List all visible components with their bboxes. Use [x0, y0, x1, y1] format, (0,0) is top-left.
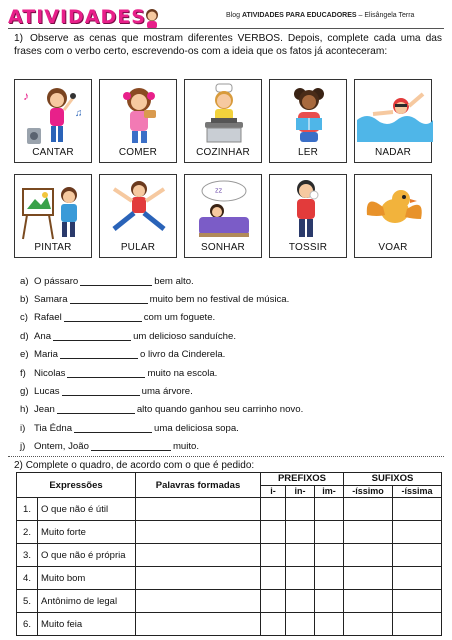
card-label: VOAR: [378, 242, 408, 253]
verb-card-sonhar: [184, 174, 262, 258]
swimming-boy-icon: [355, 80, 433, 150]
row-expression: Antônimo de legal: [38, 590, 136, 613]
header-divider: [8, 28, 444, 29]
sentence-b: b) Samara muito bem no festival de música.: [20, 294, 290, 306]
sentence-g: g) Lucas uma árvore.: [20, 386, 193, 398]
svg-text:ᶻᶻ: ᶻᶻ: [215, 187, 223, 198]
answer-blank[interactable]: [91, 442, 171, 451]
header-formed-words: Palavras formadas: [136, 473, 261, 498]
singing-girl-icon: [15, 80, 93, 150]
table-row: 1. O que não é útil: [17, 498, 442, 521]
verb-card-cozinhar: [184, 79, 262, 163]
svg-text:♫: ♫: [75, 108, 83, 119]
card-label: COMER: [118, 147, 158, 158]
suffix-issimo: -íssimo: [344, 485, 393, 498]
verb-card-pintar: [14, 174, 92, 258]
sentence-c: c) Rafael com um foguete.: [20, 312, 216, 324]
answer-blank[interactable]: [67, 369, 145, 378]
card-label: SONHAR: [201, 242, 245, 253]
sentence-a: a) O pássaro bem alto.: [20, 275, 194, 287]
card-label: CANTAR: [32, 147, 74, 158]
table-row: 4. Muito bom: [17, 567, 442, 590]
answer-blank[interactable]: [64, 313, 142, 322]
section2-instruction: 2) Complete o quadro, de acordo com o que é pedido:: [14, 460, 255, 471]
worksheet-brand-title: ATIVIDADES: [8, 6, 146, 28]
sleeping-girl-icon: [185, 175, 263, 245]
jumping-boy-icon: [100, 175, 178, 245]
sentence-list: [20, 272, 440, 456]
card-label: LER: [297, 147, 319, 158]
section1-instruction: 1) Observe as cenas que mostram diferentes VERBOS. Depois, complete cada uma das frases com o verbo certo, escrevendo-os com a ideia que os fatos já aconteceram:: [14, 33, 442, 57]
answer-blank[interactable]: [57, 405, 135, 414]
row-expression: Muito feia: [38, 613, 136, 636]
card-label: NADAR: [374, 147, 411, 158]
verb-card-comer: [99, 79, 177, 163]
verb-card-ler: [269, 79, 347, 163]
word-formation-table: [16, 472, 442, 636]
header-expressions: Expressões: [17, 473, 136, 498]
table-row: 2. Muito forte: [17, 521, 442, 544]
table-row: 5. Antônimo de legal: [17, 590, 442, 613]
sentence-e: e) Maria o livro da Cinderela.: [20, 349, 226, 361]
prefix-im: im-: [315, 485, 344, 498]
prefix-i: i-: [261, 485, 286, 498]
verb-card-nadar: [354, 79, 432, 163]
header-suffixes: SUFIXOS: [344, 473, 442, 486]
row-expression: O que não é própria: [38, 544, 136, 567]
sentence-f: f) Nicolas muito na escola.: [20, 367, 218, 379]
answer-blank[interactable]: [70, 295, 148, 304]
coughing-boy-icon: [270, 175, 348, 245]
answer-blank[interactable]: [74, 424, 152, 433]
blog-credit: Blog ATIVIDADES PARA EDUCADORES – Elisângela Terra: [226, 12, 415, 19]
answer-blank[interactable]: [53, 332, 131, 341]
flying-bird-icon: [355, 175, 433, 245]
sentence-j: j) Ontem, João muito.: [20, 441, 200, 453]
row-expression: O que não é útil: [38, 498, 136, 521]
formed-word-cell[interactable]: [136, 521, 261, 544]
table-header-row: [17, 473, 442, 486]
suffix-issima: -íssima: [393, 485, 442, 498]
reading-girl-icon: [270, 80, 348, 150]
card-label: PULAR: [120, 242, 156, 253]
prefix-in: in-: [286, 485, 315, 498]
sentence-d: d) Ana um delicioso sanduíche.: [20, 330, 237, 342]
verb-card-voar: [354, 174, 432, 258]
card-label: TOSSIR: [288, 242, 328, 253]
verb-card-pular: [99, 174, 177, 258]
table-row: 3. O que não é própria: [17, 544, 442, 567]
sentence-h: h) Jean alto quando ganhou seu carrinho novo.: [20, 404, 304, 416]
verb-card-cantar: [14, 79, 92, 163]
formed-word-cell[interactable]: [136, 498, 261, 521]
formed-word-cell[interactable]: [136, 613, 261, 636]
answer-blank[interactable]: [62, 387, 140, 396]
table-row: 6. Muito feia: [17, 613, 442, 636]
answer-blank[interactable]: [80, 277, 152, 286]
header-prefixes: PREFIXOS: [261, 473, 344, 486]
girl-mascot-icon: [143, 7, 161, 29]
verb-card-tossir: [269, 174, 347, 258]
svg-text:♪: ♪: [23, 89, 29, 103]
eating-girl-icon: [100, 80, 178, 150]
card-label: PINTAR: [34, 242, 72, 253]
formed-word-cell[interactable]: [136, 567, 261, 590]
row-expression: Muito forte: [38, 521, 136, 544]
card-label: COZINHAR: [196, 147, 250, 158]
answer-blank[interactable]: [60, 350, 138, 359]
sentence-i: i) Tia Édna uma deliciosa sopa.: [20, 422, 239, 434]
formed-word-cell[interactable]: [136, 544, 261, 567]
section-divider: [8, 456, 444, 457]
painting-boy-icon: [15, 175, 93, 245]
cooking-girl-icon: [185, 80, 263, 150]
row-expression: Muito bom: [38, 567, 136, 590]
formed-word-cell[interactable]: [136, 590, 261, 613]
